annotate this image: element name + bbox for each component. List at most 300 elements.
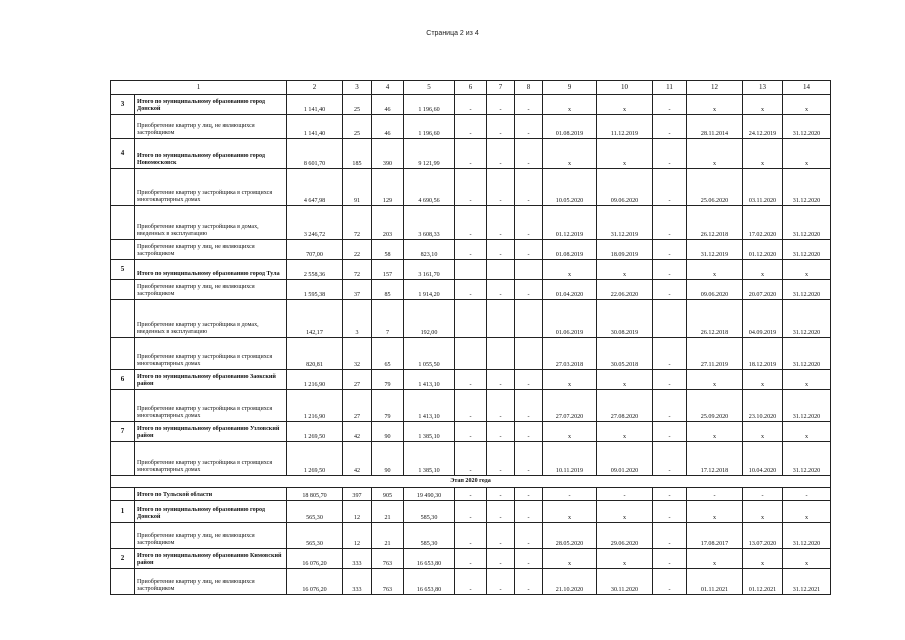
table-cell: - xyxy=(687,488,743,501)
table-cell: 3 608,33 xyxy=(404,206,455,240)
table-cell: x xyxy=(597,549,653,569)
row-description: Приобретение квартир у застройщика в домах, введенных в эксплуатацию xyxy=(135,300,287,338)
row-description: Итого по муниципальному образованию город Донской xyxy=(135,501,287,523)
table-cell: 31.12.2019 xyxy=(597,206,653,240)
table-cell: 203 xyxy=(372,206,404,240)
table-cell: 31.12.2020 xyxy=(783,523,831,549)
column-header: 13 xyxy=(743,81,783,95)
table-cell: 1 269,50 xyxy=(287,422,343,442)
table-cell: 31.12.2020 xyxy=(783,300,831,338)
table-cell: 04.09.2019 xyxy=(743,300,783,338)
table-row xyxy=(111,260,831,280)
table-cell: x xyxy=(743,139,783,169)
table-cell: x xyxy=(687,501,743,523)
table-cell: x xyxy=(597,95,653,115)
table-cell: 01.06.2019 xyxy=(543,300,597,338)
table-cell: 13.07.2020 xyxy=(743,523,783,549)
table-cell xyxy=(515,260,543,280)
table-cell: - xyxy=(653,280,687,300)
row-number xyxy=(111,280,135,300)
table-cell: 21 xyxy=(372,501,404,523)
table-cell: 1 196,60 xyxy=(404,115,455,139)
table-cell: - xyxy=(653,240,687,260)
table-cell: 09.01.2020 xyxy=(597,442,653,476)
table-cell: x xyxy=(783,422,831,442)
table-cell xyxy=(487,300,515,338)
table-cell: 27.11.2019 xyxy=(687,338,743,370)
table-cell: - xyxy=(487,390,515,422)
table-row xyxy=(111,422,831,442)
table-cell: - xyxy=(653,569,687,595)
column-header: 6 xyxy=(455,81,487,95)
table-cell: - xyxy=(515,422,543,442)
table-cell: 10.05.2020 xyxy=(543,169,597,206)
table-row xyxy=(111,501,831,523)
column-header: 14 xyxy=(783,81,831,95)
table-cell: - xyxy=(515,370,543,390)
section-row xyxy=(111,476,831,488)
table-cell: 01.12.2019 xyxy=(543,206,597,240)
table-cell: x xyxy=(543,370,597,390)
table-cell: - xyxy=(515,390,543,422)
table-cell: x xyxy=(543,422,597,442)
table-cell: - xyxy=(487,523,515,549)
table-cell: x xyxy=(597,139,653,169)
table-cell: - xyxy=(597,488,653,501)
table-cell: 91 xyxy=(343,169,372,206)
row-description: Приобретение квартир у лиц, не являющихся застройщиком xyxy=(135,523,287,549)
table-cell: - xyxy=(487,549,515,569)
table-cell: 7 xyxy=(372,300,404,338)
table-cell: 27 xyxy=(343,390,372,422)
column-header: 11 xyxy=(653,81,687,95)
table-cell: 20.07.2020 xyxy=(743,280,783,300)
table-row xyxy=(111,300,831,338)
table-cell: - xyxy=(515,169,543,206)
table-cell: - xyxy=(653,501,687,523)
table-cell: 58 xyxy=(372,240,404,260)
row-number xyxy=(111,115,135,139)
table-cell: 1 413,10 xyxy=(404,370,455,390)
table-cell: - xyxy=(487,206,515,240)
table-cell: 21 xyxy=(372,523,404,549)
table-cell: 01.11.2021 xyxy=(687,569,743,595)
row-number xyxy=(111,300,135,338)
table-cell: 397 xyxy=(343,488,372,501)
table-cell: - xyxy=(487,569,515,595)
table-cell: 12 xyxy=(343,501,372,523)
table-cell: x xyxy=(597,422,653,442)
table-cell xyxy=(455,300,487,338)
table-cell: - xyxy=(515,549,543,569)
table-cell: 31.12.2020 xyxy=(783,115,831,139)
table-row xyxy=(111,390,831,422)
table-cell: - xyxy=(487,501,515,523)
table-cell: 1 385,10 xyxy=(404,422,455,442)
table-row xyxy=(111,280,831,300)
table-cell: x xyxy=(743,370,783,390)
table-cell: 27 xyxy=(343,370,372,390)
table-cell: 31.12.2019 xyxy=(687,240,743,260)
table-cell: 46 xyxy=(372,95,404,115)
table-cell: 10.11.2019 xyxy=(543,442,597,476)
row-number: 2 xyxy=(111,549,135,569)
table-cell: - xyxy=(455,280,487,300)
table-cell: 42 xyxy=(343,422,372,442)
table-cell: 25.09.2020 xyxy=(687,390,743,422)
table-cell: - xyxy=(653,442,687,476)
row-number xyxy=(111,390,135,422)
table-cell: 65 xyxy=(372,338,404,370)
table-cell: - xyxy=(653,370,687,390)
table-cell: 90 xyxy=(372,422,404,442)
table-row xyxy=(111,338,831,370)
row-description: Приобретение квартир у застройщика в строящихся многоквартирных домах xyxy=(135,442,287,476)
table-cell: x xyxy=(783,260,831,280)
table-cell: 9 121,99 xyxy=(404,139,455,169)
table-cell: - xyxy=(455,370,487,390)
table-cell: x xyxy=(783,95,831,115)
table-cell: 18.12.2019 xyxy=(743,338,783,370)
table-row xyxy=(111,169,831,206)
row-description: Приобретение квартир у лиц, не являющихся застройщиком xyxy=(135,569,287,595)
table-cell: - xyxy=(455,390,487,422)
table-cell: - xyxy=(487,442,515,476)
table-cell: 157 xyxy=(372,260,404,280)
table-cell: 3 161,70 xyxy=(404,260,455,280)
column-header: 5 xyxy=(404,81,455,95)
table-cell xyxy=(515,300,543,338)
table-cell: 85 xyxy=(372,280,404,300)
row-number xyxy=(111,569,135,595)
table-cell: 17.02.2020 xyxy=(743,206,783,240)
table-cell: 17.12.2018 xyxy=(687,442,743,476)
table-cell: 27.07.2020 xyxy=(543,390,597,422)
table-cell: 1 385,10 xyxy=(404,442,455,476)
table-cell: 585,30 xyxy=(404,523,455,549)
table-cell: - xyxy=(455,523,487,549)
table-cell: 142,17 xyxy=(287,300,343,338)
table-cell: - xyxy=(743,488,783,501)
row-description: Итого по муниципальному образованию Кимовский район xyxy=(135,549,287,569)
table-cell: 26.12.2018 xyxy=(687,300,743,338)
table-cell: 11.12.2019 xyxy=(597,115,653,139)
row-number xyxy=(111,169,135,206)
table-cell: 23.10.2020 xyxy=(743,390,783,422)
table-cell: 16 653,80 xyxy=(404,569,455,595)
table-cell: - xyxy=(653,338,687,370)
table-cell xyxy=(653,300,687,338)
table-cell: - xyxy=(653,115,687,139)
table-cell: 1 141,40 xyxy=(287,95,343,115)
table-cell: x xyxy=(597,370,653,390)
row-number xyxy=(111,442,135,476)
row-description: Итого по Тульской области xyxy=(135,488,287,501)
row-description: Приобретение квартир у лиц, не являющихся застройщиком xyxy=(135,280,287,300)
table-cell: - xyxy=(783,488,831,501)
row-description: Приобретение квартир у застройщика в строящихся многоквартирных домах xyxy=(135,390,287,422)
table-cell: x xyxy=(543,139,597,169)
table-cell: 707,00 xyxy=(287,240,343,260)
table-cell: 585,30 xyxy=(404,501,455,523)
table-row xyxy=(111,95,831,115)
table-cell: 32 xyxy=(343,338,372,370)
table-cell: 4 647,98 xyxy=(287,169,343,206)
table-cell: - xyxy=(455,422,487,442)
table-cell: 16 076,20 xyxy=(287,569,343,595)
table-cell: 1 141,40 xyxy=(287,115,343,139)
table-cell: - xyxy=(515,115,543,139)
table-cell: 16 076,20 xyxy=(287,549,343,569)
table-cell: 3 246,72 xyxy=(287,206,343,240)
table-cell: - xyxy=(455,240,487,260)
table-cell: - xyxy=(653,139,687,169)
table-cell: - xyxy=(487,95,515,115)
row-number: 4 xyxy=(111,139,135,169)
table-cell: 30.05.2018 xyxy=(597,338,653,370)
table-cell: x xyxy=(687,95,743,115)
table-cell: 565,30 xyxy=(287,523,343,549)
table-cell: 185 xyxy=(343,139,372,169)
table-cell: - xyxy=(455,115,487,139)
section-label: Этап 2020 года xyxy=(111,476,831,488)
table-cell: 01.04.2020 xyxy=(543,280,597,300)
table-row xyxy=(111,115,831,139)
table-cell: 27.03.2018 xyxy=(543,338,597,370)
table-cell: 18 805,70 xyxy=(287,488,343,501)
table-cell: 17.08.2017 xyxy=(687,523,743,549)
row-description: Приобретение квартир у лиц, не являющихся застройщиком xyxy=(135,240,287,260)
table-cell: 09.06.2020 xyxy=(687,280,743,300)
table-cell: 1 216,90 xyxy=(287,390,343,422)
table-cell: x xyxy=(743,501,783,523)
column-header: 7 xyxy=(487,81,515,95)
row-description: Приобретение квартир у застройщика в строящихся многоквартирных домах xyxy=(135,169,287,206)
table-cell: - xyxy=(487,370,515,390)
row-number xyxy=(111,523,135,549)
table-cell: - xyxy=(487,488,515,501)
column-header: 8 xyxy=(515,81,543,95)
table-cell: 333 xyxy=(343,549,372,569)
table-cell: x xyxy=(783,370,831,390)
table-body xyxy=(111,81,831,595)
table-cell: x xyxy=(783,501,831,523)
row-number xyxy=(111,240,135,260)
table-cell: 1 216,90 xyxy=(287,370,343,390)
table-cell: x xyxy=(687,370,743,390)
table-cell: - xyxy=(515,139,543,169)
table-cell: 29.06.2020 xyxy=(597,523,653,549)
table-cell: 192,00 xyxy=(404,300,455,338)
table-cell: 1 055,50 xyxy=(404,338,455,370)
table-cell: - xyxy=(653,169,687,206)
table-cell: - xyxy=(455,95,487,115)
table-cell: 31.12.2020 xyxy=(783,169,831,206)
data-table xyxy=(110,80,831,595)
table-cell: x xyxy=(543,501,597,523)
table-cell: - xyxy=(455,169,487,206)
table-row xyxy=(111,240,831,260)
table-cell: - xyxy=(653,549,687,569)
table-cell: x xyxy=(597,260,653,280)
row-number: 5 xyxy=(111,260,135,280)
table-cell xyxy=(487,338,515,370)
column-header: 2 xyxy=(287,81,343,95)
table-cell: - xyxy=(455,139,487,169)
table-cell: x xyxy=(543,549,597,569)
table-cell: 2 558,36 xyxy=(287,260,343,280)
table-cell: 46 xyxy=(372,115,404,139)
table-cell: - xyxy=(515,240,543,260)
table-cell xyxy=(515,338,543,370)
table-cell: 10.04.2020 xyxy=(743,442,783,476)
column-header: 12 xyxy=(687,81,743,95)
table-cell: - xyxy=(487,115,515,139)
table-cell: x xyxy=(687,549,743,569)
table-cell: 01.12.2020 xyxy=(743,240,783,260)
table-cell: 3 xyxy=(343,300,372,338)
table-cell: - xyxy=(515,488,543,501)
table-cell: x xyxy=(743,549,783,569)
table-cell: x xyxy=(743,260,783,280)
table-cell: x xyxy=(783,549,831,569)
row-description: Итого по муниципальному образованию город Донской xyxy=(135,95,287,115)
column-header: 4 xyxy=(372,81,404,95)
table-cell: 333 xyxy=(343,569,372,595)
table-cell: - xyxy=(455,206,487,240)
table-cell xyxy=(455,260,487,280)
table-cell: 1 595,38 xyxy=(287,280,343,300)
table-cell: 25.06.2020 xyxy=(687,169,743,206)
table-cell: 28.11.2014 xyxy=(687,115,743,139)
table-cell: 31.12.2020 xyxy=(783,442,831,476)
table-cell: 390 xyxy=(372,139,404,169)
column-header: 3 xyxy=(343,81,372,95)
table-cell: - xyxy=(455,488,487,501)
table-row xyxy=(111,370,831,390)
table-cell: 25 xyxy=(343,95,372,115)
table-cell: 09.06.2020 xyxy=(597,169,653,206)
table-cell: x xyxy=(543,260,597,280)
table-cell: 1 413,10 xyxy=(404,390,455,422)
table-cell: x xyxy=(687,422,743,442)
table-row xyxy=(111,206,831,240)
table-cell: 01.12.2021 xyxy=(743,569,783,595)
table-cell: - xyxy=(653,260,687,280)
table-cell: 31.12.2020 xyxy=(783,390,831,422)
table-cell: 129 xyxy=(372,169,404,206)
table-cell: - xyxy=(515,95,543,115)
table-cell: 19 490,30 xyxy=(404,488,455,501)
table-cell: 72 xyxy=(343,206,372,240)
table-cell: - xyxy=(487,169,515,206)
table-cell: 1 196,60 xyxy=(404,95,455,115)
row-number: 3 xyxy=(111,95,135,115)
table-cell: 31.12.2020 xyxy=(783,240,831,260)
table-cell: - xyxy=(487,240,515,260)
table-cell: 820,81 xyxy=(287,338,343,370)
table-cell: 25 xyxy=(343,115,372,139)
table-cell: 763 xyxy=(372,549,404,569)
table-cell: 72 xyxy=(343,260,372,280)
table-cell: - xyxy=(455,501,487,523)
table-cell: x xyxy=(597,501,653,523)
row-number: 1 xyxy=(111,501,135,523)
table-cell: 823,10 xyxy=(404,240,455,260)
table-cell: 90 xyxy=(372,442,404,476)
table-cell: - xyxy=(455,549,487,569)
table-cell: 8 601,70 xyxy=(287,139,343,169)
table-cell: 01.08.2019 xyxy=(543,115,597,139)
table-cell: - xyxy=(653,390,687,422)
table-row xyxy=(111,569,831,595)
table-row xyxy=(111,488,831,501)
table-cell: 01.08.2019 xyxy=(543,240,597,260)
table-cell: - xyxy=(653,422,687,442)
table-cell: 1 914,20 xyxy=(404,280,455,300)
table-cell: 42 xyxy=(343,442,372,476)
table-row xyxy=(111,549,831,569)
table-cell: 30.11.2020 xyxy=(597,569,653,595)
table-cell: 31.12.2020 xyxy=(783,338,831,370)
column-header: 1 xyxy=(111,81,287,95)
table-cell: x xyxy=(743,422,783,442)
table-cell: - xyxy=(455,442,487,476)
table-cell: x xyxy=(743,95,783,115)
row-number xyxy=(111,338,135,370)
table-cell: 763 xyxy=(372,569,404,595)
table-cell: 37 xyxy=(343,280,372,300)
table-cell: 79 xyxy=(372,390,404,422)
table-cell: 905 xyxy=(372,488,404,501)
row-number xyxy=(111,206,135,240)
table-cell: - xyxy=(515,206,543,240)
table-cell: 31.12.2020 xyxy=(783,206,831,240)
table-cell: 26.12.2018 xyxy=(687,206,743,240)
table-cell: - xyxy=(515,569,543,595)
page-header: Страница 2 из 4 xyxy=(426,30,479,37)
table-cell: 79 xyxy=(372,370,404,390)
table-cell: 28.05.2020 xyxy=(543,523,597,549)
table-cell: 18.09.2019 xyxy=(597,240,653,260)
table-cell: x xyxy=(783,139,831,169)
table-cell: - xyxy=(487,139,515,169)
table-cell: - xyxy=(543,488,597,501)
table-cell: 21.10.2020 xyxy=(543,569,597,595)
table-cell: - xyxy=(653,206,687,240)
row-description: Итого по муниципальному образованию город Тула xyxy=(135,260,287,280)
table-cell: 22 xyxy=(343,240,372,260)
table-row xyxy=(111,139,831,169)
table-cell: - xyxy=(515,501,543,523)
table-cell: 4 690,56 xyxy=(404,169,455,206)
table-cell: x xyxy=(543,95,597,115)
row-description: Итого по муниципальному образованию город Новомосковск xyxy=(135,139,287,169)
row-description: Итого по муниципальному образованию Заокский район xyxy=(135,370,287,390)
table-cell: - xyxy=(515,523,543,549)
table-cell xyxy=(455,338,487,370)
row-description: Приобретение квартир у застройщика в строящихся многоквартирных домах xyxy=(135,338,287,370)
table-header-row xyxy=(111,81,831,95)
table-cell: 27.08.2020 xyxy=(597,390,653,422)
table-cell: - xyxy=(653,95,687,115)
table-cell: - xyxy=(653,523,687,549)
table-row xyxy=(111,523,831,549)
table-cell: x xyxy=(687,260,743,280)
table-cell: 22.06.2020 xyxy=(597,280,653,300)
table-cell: 1 269,50 xyxy=(287,442,343,476)
table-cell: - xyxy=(653,488,687,501)
